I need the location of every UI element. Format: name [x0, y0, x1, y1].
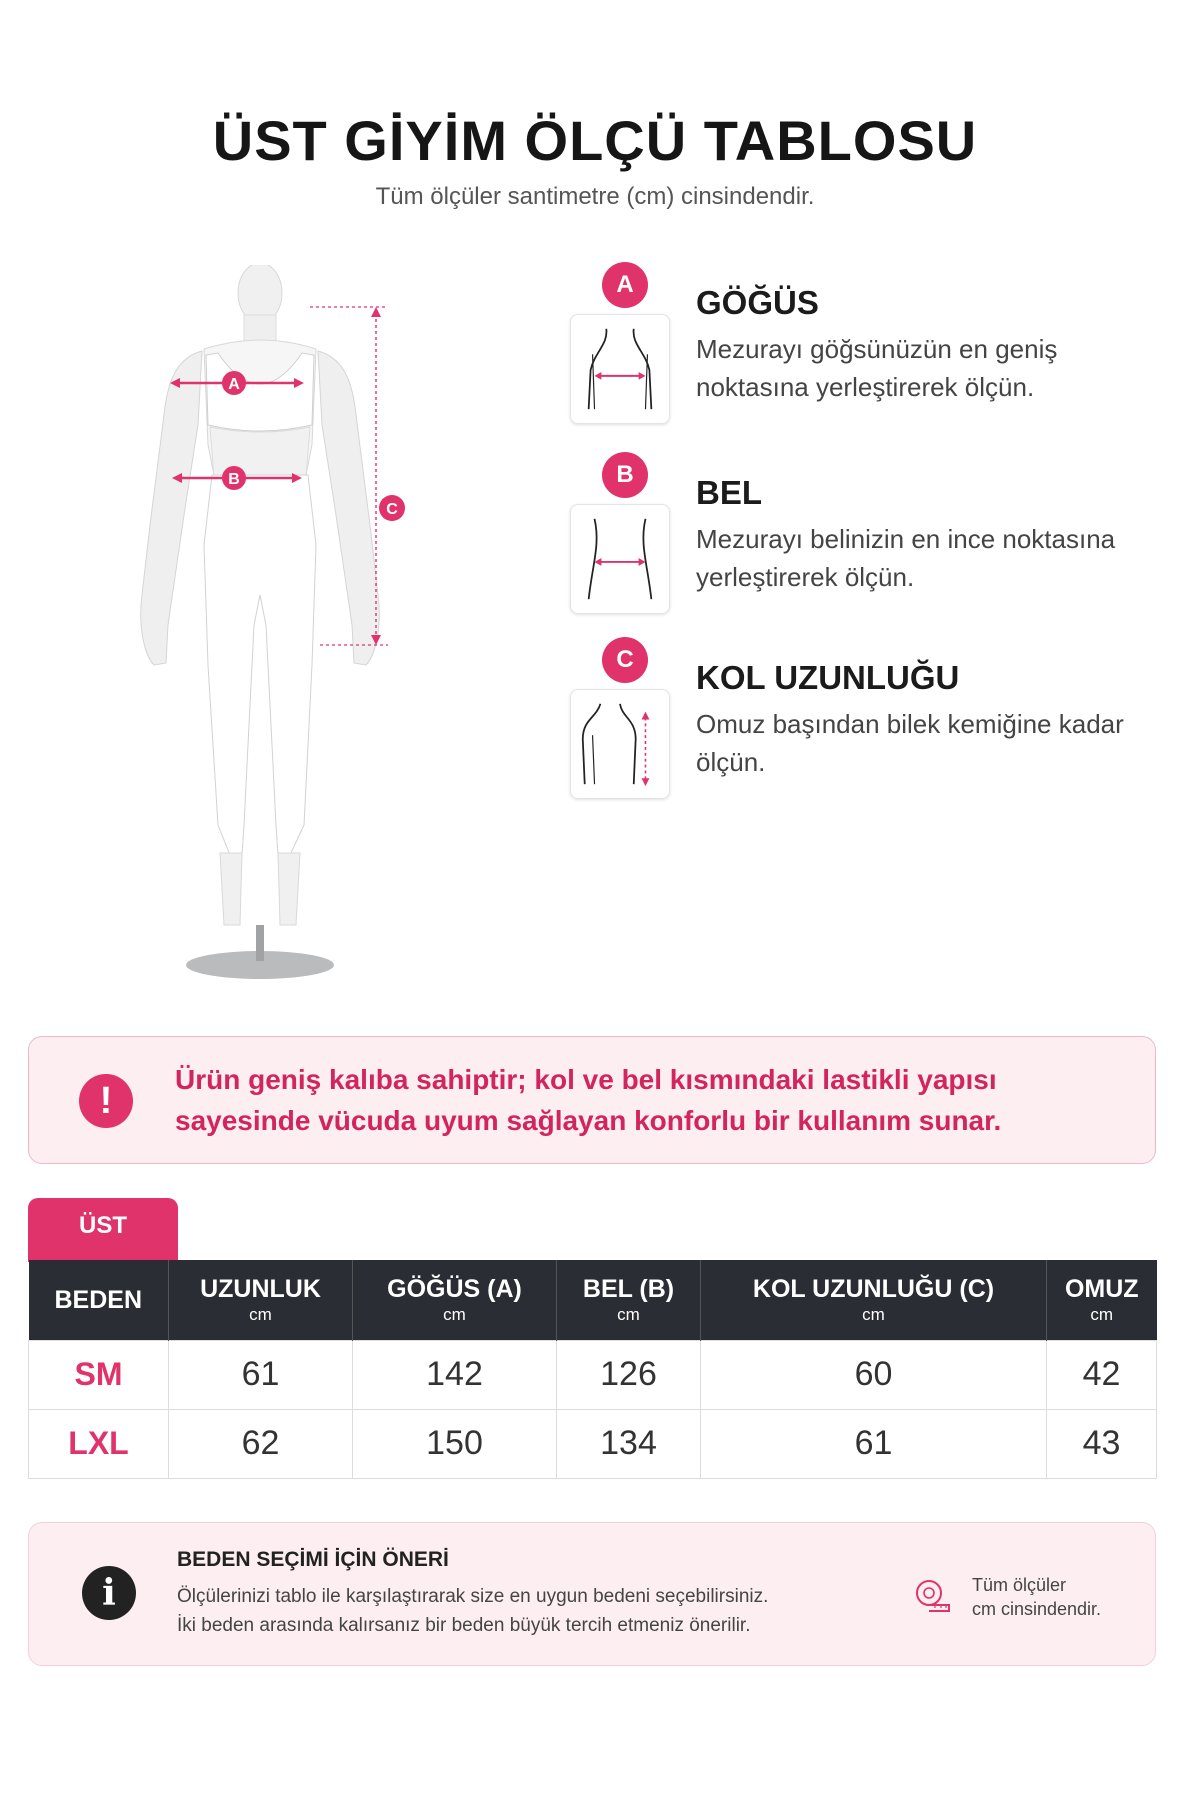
- column-header: [1047, 1260, 1157, 1340]
- units-note: [972, 1573, 1132, 1621]
- mannequin-illustration: [120, 265, 520, 985]
- exclamation-icon: !: [79, 1074, 133, 1128]
- column-header: [353, 1260, 557, 1340]
- tab-ust[interactable]: ÜST: [28, 1198, 178, 1262]
- chest-measure-icon: [570, 314, 670, 424]
- units-note-line: cm cinsindendir.: [972, 1599, 1102, 1619]
- table-cell: 134: [557, 1409, 701, 1478]
- tip-line: İki beden arasında kalırsanız bir beden büyük tercih etmeniz önerilir.: [177, 1615, 751, 1636]
- table-cell: 42: [1047, 1340, 1157, 1409]
- size-tip: [28, 1522, 1156, 1666]
- page-title: ÜST GİYİM ÖLÇÜ TABLOSU: [212, 109, 978, 172]
- measuring-tape-icon: [913, 1577, 953, 1613]
- mannequin-figure: [120, 265, 520, 985]
- measure-title: BEL: [696, 474, 762, 511]
- header-label: UZUNLUK: [200, 1274, 321, 1303]
- header-unit: cm: [249, 1304, 272, 1324]
- measure-waist: [570, 452, 1170, 642]
- table-row: [29, 1340, 1157, 1409]
- marker-b: B: [228, 471, 240, 488]
- badge-c: C: [602, 637, 648, 683]
- column-header: [557, 1260, 701, 1340]
- header-label: GÖĞÜS (A): [387, 1274, 522, 1303]
- measure-arm: [570, 637, 1170, 827]
- header-label: BEDEN: [54, 1285, 142, 1314]
- column-header: [701, 1260, 1047, 1340]
- column-header: [169, 1260, 353, 1340]
- header-unit: cm: [617, 1304, 640, 1324]
- header-label: KOL UZUNLUĞU (C): [752, 1274, 995, 1303]
- notice-text: Ürün geniş kalıba sahiptir; kol ve bel kısmındaki lastikli yapısı sayesinde vücuda uyum sağlayan konforlu bir kullanım sunar.: [175, 1064, 1002, 1136]
- measure-description: Omuz başından bilek kemiğine kadar ölçün.: [696, 709, 1124, 777]
- header-label: OMUZ: [1064, 1274, 1139, 1303]
- table-cell: 61: [169, 1340, 353, 1409]
- measure-title: KOL UZUNLUĞU: [696, 659, 960, 696]
- size-table: [28, 1260, 1157, 1479]
- page-subtitle: Tüm ölçüler santimetre (cm) cinsindendir.: [375, 183, 815, 210]
- measure-title: GÖĞÜS: [696, 284, 819, 321]
- table-cell: 61: [701, 1409, 1047, 1478]
- fit-notice: [28, 1036, 1156, 1164]
- table-cell: 150: [353, 1409, 557, 1478]
- table-cell: 43: [1047, 1409, 1157, 1478]
- size-cell: SM: [29, 1340, 169, 1409]
- table-header-row: [29, 1260, 1157, 1340]
- marker-a: A: [228, 376, 240, 393]
- header-unit: cm: [862, 1304, 885, 1324]
- badge-b: B: [602, 452, 648, 498]
- measure-chest: [570, 262, 1170, 452]
- column-header: [29, 1260, 169, 1340]
- table-cell: 60: [701, 1340, 1047, 1409]
- table-cell: 142: [353, 1340, 557, 1409]
- table-row: [29, 1409, 1157, 1478]
- units-note-line: Tüm ölçüler: [972, 1575, 1067, 1595]
- tip-line: Ölçülerinizi tablo ile karşılaştırarak size en uygun bedeni seçebilirsiniz.: [177, 1586, 769, 1607]
- table-cell: 126: [557, 1340, 701, 1409]
- header-unit: cm: [1090, 1304, 1114, 1324]
- arm-measure-icon: [570, 689, 670, 799]
- header-unit: cm: [443, 1304, 466, 1324]
- table-cell: 62: [169, 1409, 353, 1478]
- measure-description: Mezurayı göğsünüzün en geniş noktasına yerleştirerek ölçün.: [696, 334, 1058, 402]
- info-icon: i: [82, 1566, 136, 1620]
- tip-title: BEDEN SEÇİMİ İÇİN ÖNERİ: [177, 1548, 449, 1571]
- size-cell: LXL: [29, 1409, 169, 1478]
- badge-a: A: [602, 262, 648, 308]
- marker-c: C: [386, 501, 398, 518]
- waist-measure-icon: [570, 504, 670, 614]
- header-label: BEL (B): [582, 1274, 675, 1303]
- measure-description: Mezurayı belinizin en ince noktasına yerleştirerek ölçün.: [696, 524, 1116, 592]
